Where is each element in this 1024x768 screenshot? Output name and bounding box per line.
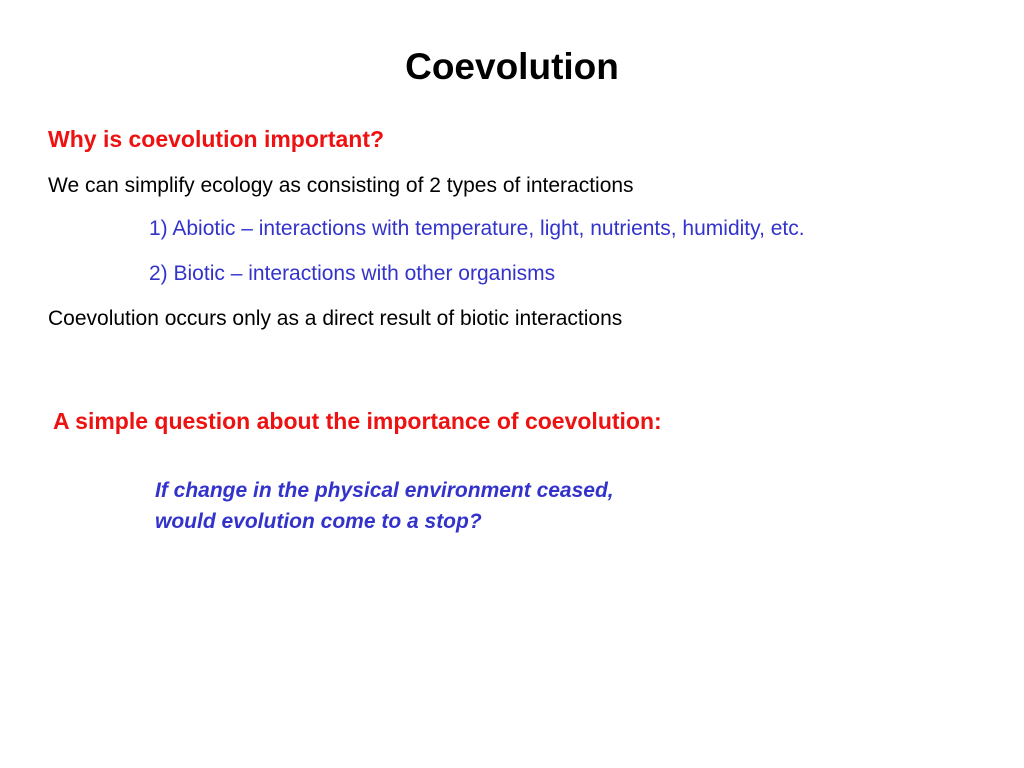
list-item-abiotic: 1) Abiotic – interactions with temperature, light, nutrients, humidity, etc.	[149, 217, 805, 240]
section-heading-why-important: Why is coevolution important?	[48, 126, 385, 152]
question-line-2: would evolution come to a stop?	[155, 510, 482, 533]
body-text-simplify-ecology: We can simplify ecology as consisting of 2 types of interactions	[48, 174, 634, 197]
slide-title: Coevolution	[405, 46, 619, 87]
list-item-biotic: 2) Biotic – interactions with other organisms	[149, 262, 556, 285]
body-text-coevolution-occurs: Coevolution occurs only as a direct result of biotic interactions	[48, 307, 623, 330]
question-line-1: If change in the physical environment ceased,	[155, 479, 614, 502]
question-text	[155, 475, 614, 537]
section-heading-simple-question: A simple question about the importance of coevolution:	[53, 408, 662, 434]
